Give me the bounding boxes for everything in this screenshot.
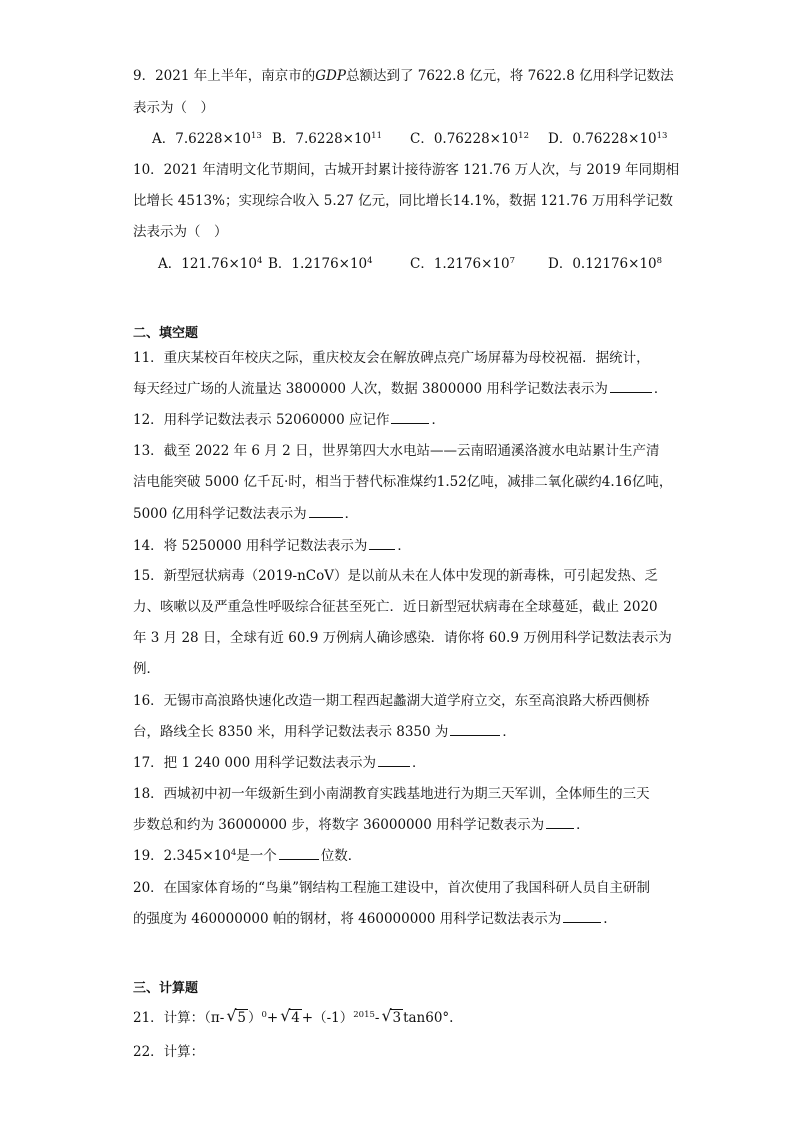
option-a: A．$121.76\times 10^4$ — [158, 256, 263, 272]
question-15-line-1: 15．新型冠状病毒（2019-nCoV）是以前从未在人体中发现的新毒株，可引起发热、乏 — [133, 568, 658, 584]
option-c: C．$1.2176\times 10^7$ — [410, 256, 515, 272]
section-heading-fill-in: 二、填空题 — [133, 326, 199, 341]
answer-blank[interactable] — [369, 537, 395, 550]
option-c: C．$0.76228\times 10^{12}$ — [410, 131, 529, 147]
question-16-line-1: 16．无锡市高浪路快速化改造一期工程西起蠡湖大道学府立交，东至高浪路大桥西侧桥 — [133, 693, 650, 709]
question-11-line-2: 每天经过广场的人流量达 3800000 人次，数据 3800000 用科学记数法表示为 ． — [133, 381, 668, 397]
question-13-line-3: 5000 亿用科学记数法表示为 ． — [133, 506, 359, 522]
question-10-line-2: 比增长 4513%；实现综合收入 5.27 亿元，同比增长14.1%，数据 121.76 万用科学记数 — [133, 193, 673, 209]
option-d: D．$0.12176\times 10^8$ — [548, 256, 663, 272]
option-b: B．$1.2176\times 10^4$ — [268, 256, 373, 272]
question-20-line-1: 20．在国家体育场的“鸟巢”钢结构工程施工建设中，首次使用了我国科研人员自主研制 — [133, 880, 650, 896]
answer-blank[interactable] — [450, 723, 500, 736]
answer-blank[interactable] — [391, 411, 429, 424]
sqrt-3: √ 3 — [381, 1006, 402, 1026]
option-d: D．$0.76228\times 10^{13}$ — [548, 131, 668, 147]
sqrt-4: √ 4 — [280, 1006, 300, 1026]
question-9-line-2: 表示为（ ） — [133, 100, 214, 116]
answer-blank[interactable] — [309, 505, 343, 518]
question-13-line-1: 13．截至 2022 年 6 月 2 日，世界第四大水电站——云南昭通溪洛渡水电站累计生产清 — [133, 443, 660, 459]
question-12: 12．用科学记数法表示 52060000 应记作 ． — [133, 412, 445, 428]
question-10-line-3: 法表示为（ ） — [133, 224, 228, 240]
question-17: 17．把 1 240 000 用科学记数法表示为 ． — [133, 755, 426, 771]
answer-blank[interactable] — [563, 910, 601, 923]
question-10-line-1: 10．2021 年清明文化节期间，古城开封累计接待游客 121.76 万人次，与 2019 年同期相 — [133, 162, 680, 178]
question-19: 19．$2.345\times 10^4$是一个 位数． — [133, 848, 362, 864]
question-9-line-1: 9．2021 年上半年，南京市的GDP总额达到了 7622.8 亿元，将 7622.8 亿用科学记数法 — [133, 68, 674, 84]
question-15-line-2: 力、咳嗽以及严重急性呼吸综合征甚至死亡．近日新型冠状病毒在全球蔓延，截止 2020 — [133, 599, 658, 615]
question-18-line-1: 18．西城初中初一年级新生到小南湖教育实践基地进行为期三天军训，全体师生的三天 — [133, 786, 650, 802]
answer-blank[interactable] — [610, 380, 652, 393]
question-22: 22．计算： — [133, 1044, 205, 1060]
answer-blank[interactable] — [546, 816, 574, 829]
answer-blank[interactable] — [378, 754, 410, 767]
question-11-line-1: 11．重庆某校百年校庆之际，重庆校友会在解放碑点亮广场屏幕为母校祝福．据统计， — [133, 350, 650, 366]
question-15-line-3: 年 3 月 28 日，全球有近 60.9 万例病人确诊感染．请你将 60.9 万例用科学记数法表示为 — [133, 630, 672, 646]
option-a: A．$7.6228\times 10^{13}$ — [152, 131, 262, 147]
question-20-line-2: 的强度为 460000000 帕的钢材，将 460000000 用科学记数法表示为 . — [133, 911, 608, 927]
question-18-line-2: 步数总和约为 36000000 步，将数字 36000000 用科学记数表示为 ． — [133, 817, 590, 833]
question-13-line-2: 洁电能突破 5000 亿千瓦·时，相当于替代标准煤约1.52亿吨，减排二氧化碳约4.16亿吨， — [133, 474, 673, 490]
question-16-line-2: 台，路线全长 8350 米，用科学记数法表示 8350 为 ． — [133, 724, 516, 740]
question-21: 21．计算：（π- √ 5 ）$^0$+ √ $4 +(-1)^{2015}-$ √ 3 tan60°. — [133, 1006, 454, 1026]
sqrt-5: √ 5 — [226, 1006, 246, 1026]
option-b: B．$7.6228\times 10^{11}$ — [272, 131, 382, 147]
question-15-line-4: 例． — [133, 661, 160, 677]
answer-blank[interactable] — [279, 847, 319, 860]
question-14: 14．将 5250000 用科学记数法表示为 ． — [133, 538, 411, 554]
question-10-options — [158, 254, 678, 274]
question-9-options — [152, 129, 672, 149]
section-heading-calculation: 三、计算题 — [133, 981, 199, 996]
